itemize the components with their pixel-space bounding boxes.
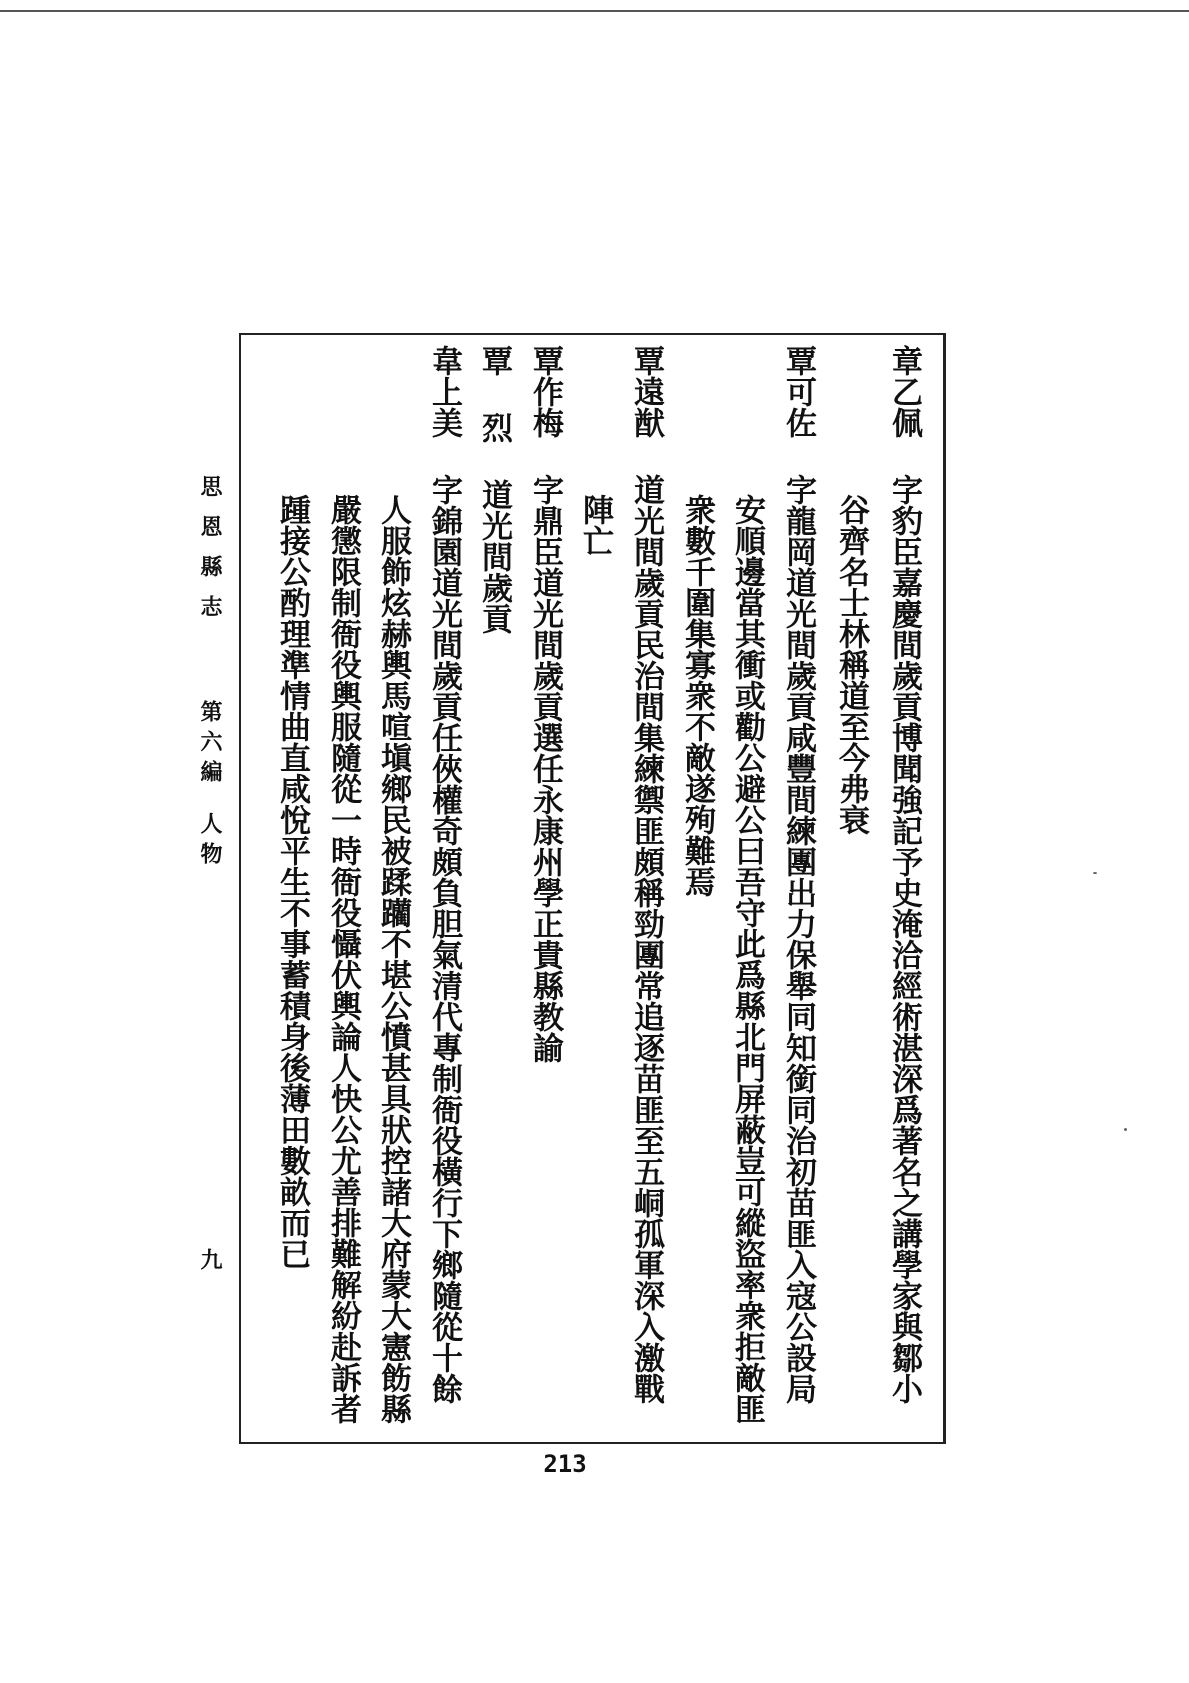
text-column-6: 覃遠猷 道光間歲貢民治間集練禦匪頗稱勁團常追逐苗匪至五峒孤軍深入激戰 — [628, 345, 664, 1404]
margin-category: 人物 — [197, 812, 223, 872]
page-number: 213 — [543, 1450, 587, 1478]
text-column-2: 谷齊名士林稱道至今弗衰 — [833, 494, 869, 835]
text-column-1: 章乙佩 字豹臣嘉慶間歲貢博聞強記予史淹洽經術湛深爲著名之講學家與鄒小 — [886, 345, 922, 1404]
text-column-13: 踵接公酌理準情曲直咸悅平生不事蓄積身後薄田數畝而已 — [274, 494, 310, 1269]
text-column-11: 人服飾炫赫輿馬喧塡鄉民被蹂躪不堪公憤甚具狀控諸大府蒙大憲飭縣 — [375, 494, 411, 1424]
text-column-12: 嚴懲限制衙役輿服隨從一時衙役懾伏輿論人快公尤善排難解紛赴訴者 — [325, 494, 361, 1424]
text-column-9: 覃 烈 道光間歲貢 — [476, 345, 512, 634]
margin-leaf-number: 九 — [197, 1248, 223, 1270]
scan-speck — [1093, 872, 1097, 874]
text-column-10: 韋上美 字錦園道光間歲貢任俠權奇頗負胆氣清代專制衙役橫行下鄉隨從十餘 — [426, 345, 462, 1404]
text-column-3: 覃可佐 字龍岡道光間歲貢咸豐間練團出力保舉同知銜同治初苗匪入寇公設局 — [780, 345, 816, 1404]
text-column-7: 陣亡 — [577, 494, 613, 556]
top-rule — [0, 10, 1189, 12]
text-column-4: 安順邊當其衝或勸公避公曰吾守此爲縣北門屏蔽豈可縱盜率衆拒敵匪 — [729, 494, 765, 1424]
text-column-5: 衆數千圍集寡衆不敵遂殉難焉 — [679, 494, 715, 897]
scan-speck — [1124, 1128, 1127, 1131]
text-column-8: 覃作梅 字鼎臣道光間歲貢選任永康州學正貴縣教諭 — [527, 345, 563, 1063]
margin-book-title: 思恩縣志 — [197, 475, 223, 635]
margin-section: 第六編 — [197, 700, 223, 790]
